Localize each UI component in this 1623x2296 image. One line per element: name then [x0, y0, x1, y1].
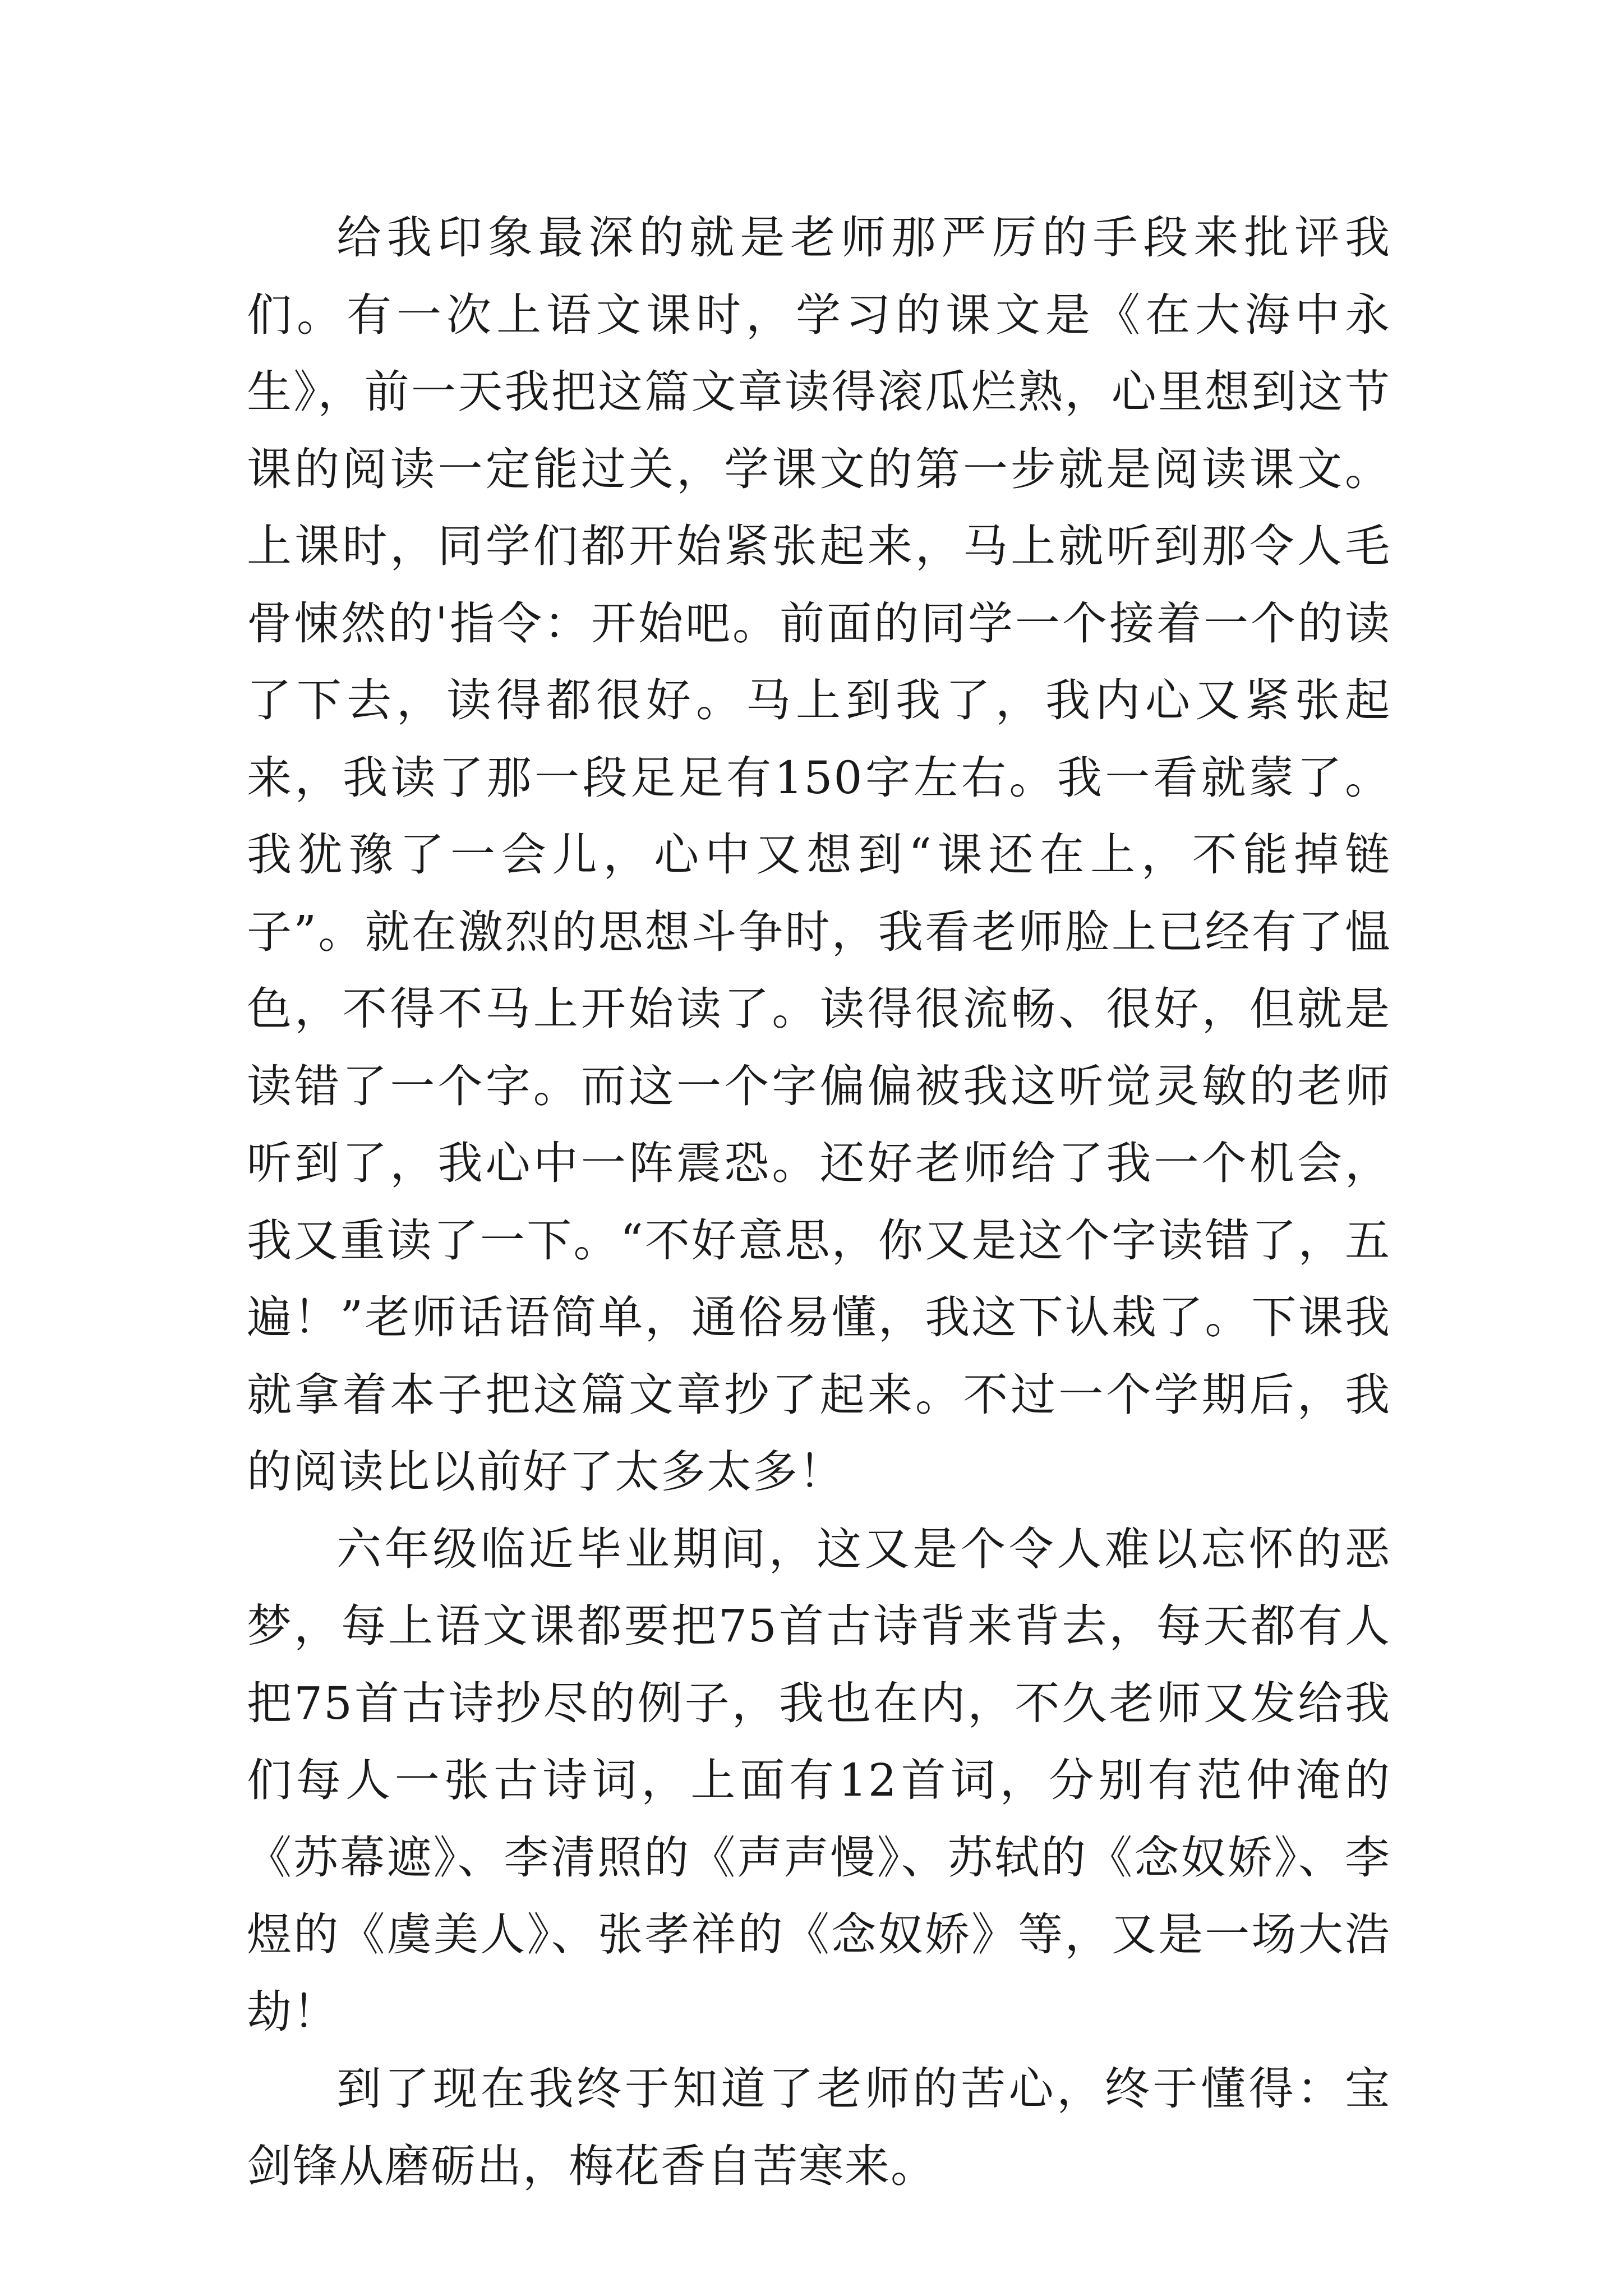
paragraph-2: 六年级临近毕业期间，这又是个令人难以忘怀的恶梦，每上语文课都要把75首古诗背来背去，每天都有人把75首古诗抄尽的例子，我也在内，不久老师又发给我们每人一张古诗词，上面有12首词，分别有范仲淹的《苏幕遮》、李清照的《声声慢》、苏轼的《念奴娇》、李煜的《虞美人》、张孝祥的《念奴娇》等，又是一场大浩劫！ [247, 1522, 1391, 2038]
paragraph-1: 给我印象最深的就是老师那严厉的手段来批评我们。有一次上语文课时，学习的课文是《在大海中永生》，前一天我把这篇文章读得滚瓜烂熟，心里想到这节课的阅读一定能过关，学课文的第一步就是阅读课文。上课时，同学们都开始紧张起来，马上就听到那令人毛骨悚然的'指令：开始吧。前面的同学一个接着一个的读了下去，读得都很好。马上到我了，我内心又紧张起来，我读了那一段足足有150字左右。我一看就蒙了。我犹豫了一会儿，心中又想到“课还在上，不能掉链子”。就在激烈的思想斗争时，我看老师脸上已经有了愠色，不得不马上开始读了。读得很流畅、很好，但就是读错了一个字。而这一个字偏偏被我这听觉灵敏的老师听到了，我心中一阵震恐。还好老师给了我一个机会，我又重读了一下。“不好意思，你又是这个字读错了，五遍！”老师话语简单，通俗易懂，我这下认栽了。下课我就拿着本子把这篇文章抄了起来。不过一个学期后，我的阅读比以前好了太多太多！ [247, 211, 1391, 1498]
paragraph-3: 到了现在我终于知道了老师的苦心，终于懂得：宝剑锋从磨砺出，梅花香自苦寒来。 [247, 2063, 1391, 2192]
document-body [247, 199, 1391, 2205]
